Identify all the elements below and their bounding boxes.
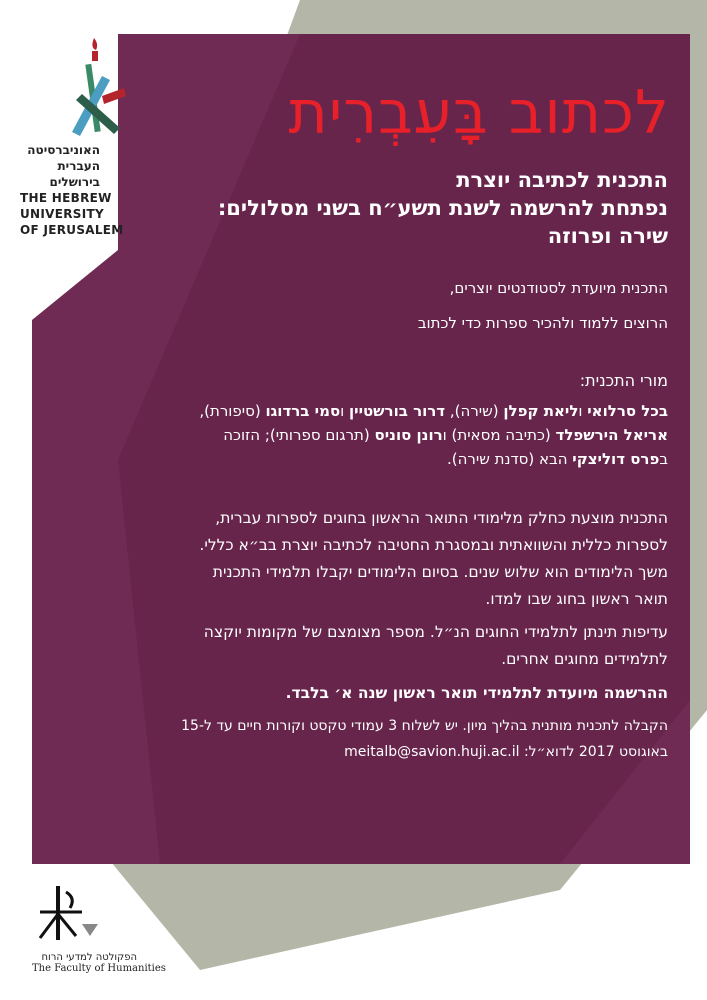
preference-note (88, 619, 668, 673)
headline-line: התכנית לכתיבה יוצרת (456, 168, 668, 192)
faculty-name-english: The Faculty of Humanities (32, 963, 166, 974)
registration-note: ההרשמה מיועדת לתלמידי תואר ראשון שנה א׳ בלבד. (285, 684, 668, 702)
intro-text (88, 275, 668, 345)
university-name-hebrew-2: העברית (57, 159, 100, 173)
poster-title: לכתוב בָּעִבְרִית (288, 78, 670, 148)
university-name-hebrew-1: האוניברסיטה (27, 143, 100, 157)
teacher-name: אריאל הירשפלד (555, 426, 668, 444)
headline-line: שירה ופרוזה (547, 224, 668, 248)
intro-line: הרוצים ללמוד ולהכיר ספרות כדי לכתוב (417, 314, 668, 332)
admission-note (88, 713, 668, 765)
headline-line: נפתחת להרשמה לשנת תשע״ח בשני מסלולים: (217, 196, 668, 220)
teacher-name: ליאת קפלן (503, 402, 579, 420)
university-logo-block (20, 36, 150, 238)
university-name-english-1: THE HEBREW (20, 191, 112, 205)
intro-line: התכנית מיועדת לסטודנטים יוצרים, (449, 279, 668, 297)
admission-line: באוגוסט 2017 לדוא״ל: (519, 744, 668, 760)
program-line: לספרות כללית והשוואתית ובמסגרת החטיבה לכתיבה יוצרת בב״א כללי. (199, 536, 668, 554)
faculty-of-humanities-logo-icon (32, 884, 102, 944)
teachers-heading: מורי התכנית: (579, 371, 668, 390)
preference-line: לתלמידים מחוגים אחרים. (501, 650, 668, 668)
university-name-english-2: UNIVERSITY (20, 207, 104, 221)
teacher-name: רונן סוניס (374, 426, 443, 444)
teachers-list: בכל סרלואי וליאת קפלן (שירה), דרור בורשטיין וסמי ברדוגו (סיפורת), אריאל הירשפלד (כתיבה מסאית) ורונן סוניס (תרגום ספרותי); הזוכה בפרס דוליצקי הבא (סדנת שירה). (199, 402, 668, 468)
headline (190, 166, 668, 250)
program-line: התכנית מוצעת כחלק מלימודי התואר הראשון בחוגים לספרות עברית, (215, 509, 668, 527)
faculty-logo-block (32, 884, 182, 974)
faculty-name-hebrew: הפקולטה למדעי הרוח (41, 952, 137, 963)
admission-line: הקבלה לתכנית מותנית בהליך מיון. יש לשלוח 3 עמודי טקסט וקורות חיים עד ל-15 (181, 718, 668, 734)
email-link[interactable]: meitalb@savion.huji.ac.il (344, 744, 520, 760)
teacher-name: בכל סרלואי (587, 402, 668, 420)
program-description (88, 505, 668, 613)
preference-line: עדיפות תינתן לתלמידי החוגים הנ״ל. מספר מצומצם של מקומות יוקצה (203, 623, 668, 641)
teacher-name: דרור בורשטיין (349, 402, 446, 420)
hebrew-university-logo-icon (62, 36, 132, 136)
program-line: משך הלימודים הוא שלוש שנים. בסיום הלימודים יקבלו תלמידי התכנית (212, 563, 668, 581)
program-line: תואר ראשון בחוג שבו למדו. (485, 590, 668, 608)
prize-name: פרס דוליצקי (572, 450, 660, 468)
teacher-name: סמי ברדוגו (265, 402, 341, 420)
university-name-english-3: OF JERUSALEM (20, 223, 124, 237)
university-name-hebrew-3: בירושלים (49, 175, 100, 189)
